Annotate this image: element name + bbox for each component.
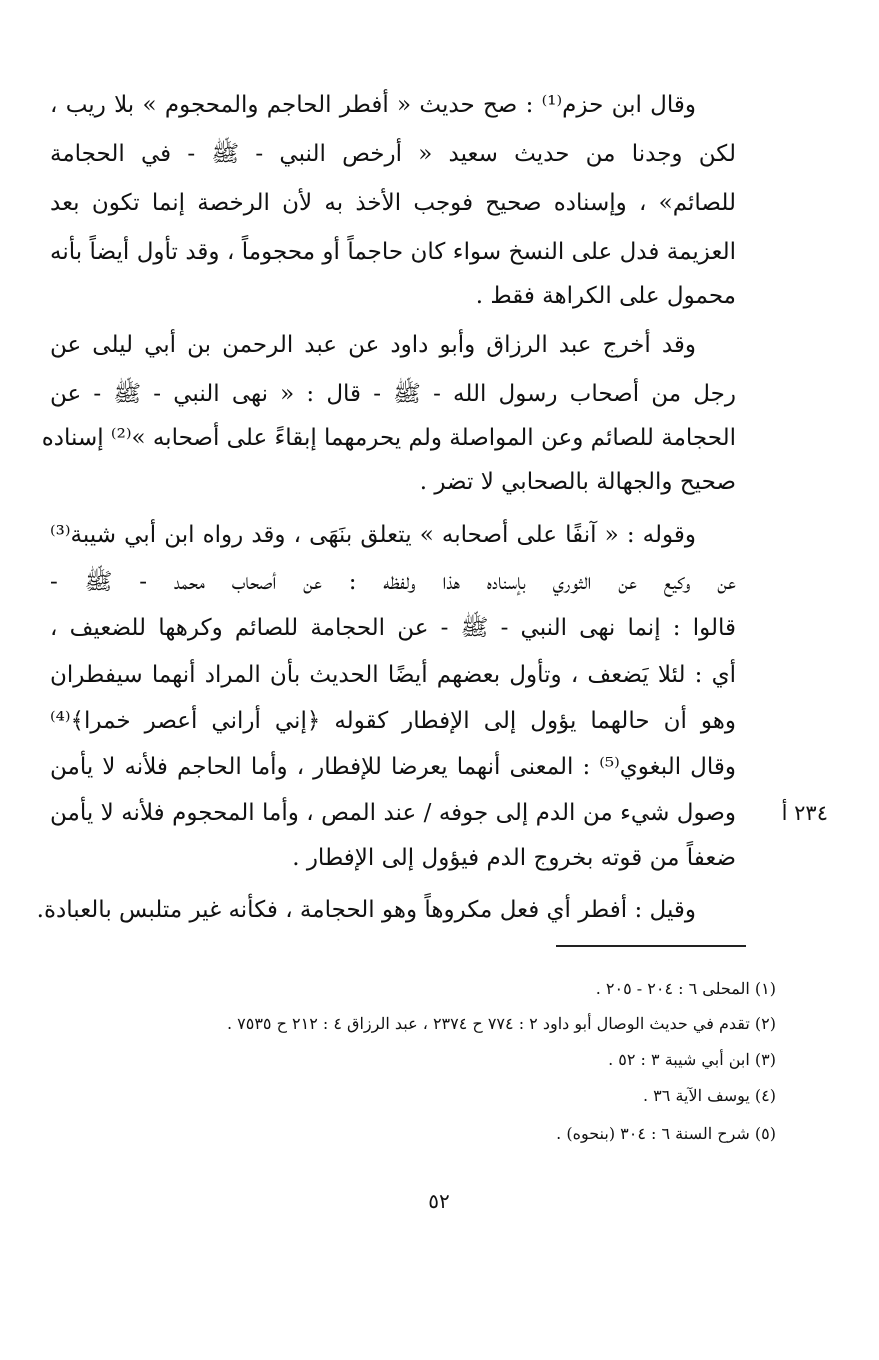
body-line: لكن وجدنا من حديث سعيد « أرخص النبي - ﷺ - في الحجامة <box>50 141 736 167</box>
body-line: وقال البغوي⁽⁵⁾ : المعنى أنهما يعرضا للإفطار ، وأما الحاجم فلأنه لا يأمن <box>50 754 736 780</box>
body-line: أي : لئلا يَضعف ، وتأول بعضهم أيضًا الحديث بأن المراد أنهما سيفطران <box>50 662 736 688</box>
body-line: قالوا : إنما نهى النبي - ﷺ - عن الحجامة للصائم وكرهها للضعيف ، <box>50 615 736 641</box>
body-line: وقال ابن حزم⁽¹⁾ : صح حديث « أفطر الحاجم والمحجوم » بلا ريب ، <box>50 92 696 118</box>
body-line: رجل من أصحاب رسول الله - ﷺ - قال : « نهى النبي - ﷺ - عن <box>50 381 736 407</box>
body-line: صحيح والجهالة بالصحابي لا تضر . <box>419 469 736 495</box>
footnote: (٤) يوسف الآية ٣٦ . <box>643 1086 776 1105</box>
body-line: محمول على الكراهة فقط . <box>475 283 736 309</box>
page-number: ٥٢ <box>428 1189 450 1213</box>
body-line: ضعفاً من قوته بخروج الدم فيؤول إلى الإفطار . <box>292 845 736 871</box>
body-line: وقد أخرج عبد الرزاق وأبو داود عن عبد الرحمن بن أبي ليلى عن <box>50 332 696 358</box>
footnote: (٢) تقدم في حديث الوصال أبو داود ٢ : ٧٧٤ ح ٢٣٧٤ ، عبد الرزاق ٤ : ٢١٢ ح ٧٥٣٥ . <box>226 1014 776 1033</box>
body-line: وقيل : أفطر أي فعل مكروهاً وهو الحجامة ، فكأنه غير متلبس بالعبادة. <box>36 897 696 923</box>
manuscript-folio-marker: ٢٣٤ أ <box>781 801 828 825</box>
body-line: العزيمة فدل على النسخ سواء كان حاجماً أو محجوماً ، وقد تأول أيضاً بأنه <box>50 239 736 265</box>
footnote: (٣) ابن أبي شيبة ٣ : ٥٢ . <box>608 1050 776 1069</box>
footnote: (١) المحلى ٦ : ٢٠٤ - ٢٠٥ . <box>595 979 776 998</box>
body-line: وقوله : « آنفًا على أصحابه » يتعلق بنَهَى ، وقد رواه ابن أبي شيبة⁽³⁾ <box>50 522 696 548</box>
body-line: للصائم» ، وإسناده صحيح فوجب الأخذ به لأن الرخصة إنما تكون بعد <box>50 190 736 216</box>
body-line: وصول شيء من الدم إلى جوفه / عند المص ، وأما المحجوم فلأنه لا يأمن <box>50 800 736 826</box>
body-line: وهو أن حالهما يؤول إلى الإفطار كقوله ﴿إني أراني أعصر خمرا﴾⁽⁴⁾ <box>50 708 736 734</box>
footnote: (٥) شرح السنة ٦ : ٣٠٤ (بنحوه) . <box>556 1124 776 1143</box>
body-line: عن وكيع عن الثوري بإسناده هذا ولفظه : عن أصحاب محمد - ﷺ - <box>50 569 736 595</box>
body-line: الحجامة للصائم وعن المواصلة ولم يحرمهما إبقاءً على أصحابه »⁽²⁾ إسناده <box>41 425 736 451</box>
footnote-separator <box>556 945 746 947</box>
